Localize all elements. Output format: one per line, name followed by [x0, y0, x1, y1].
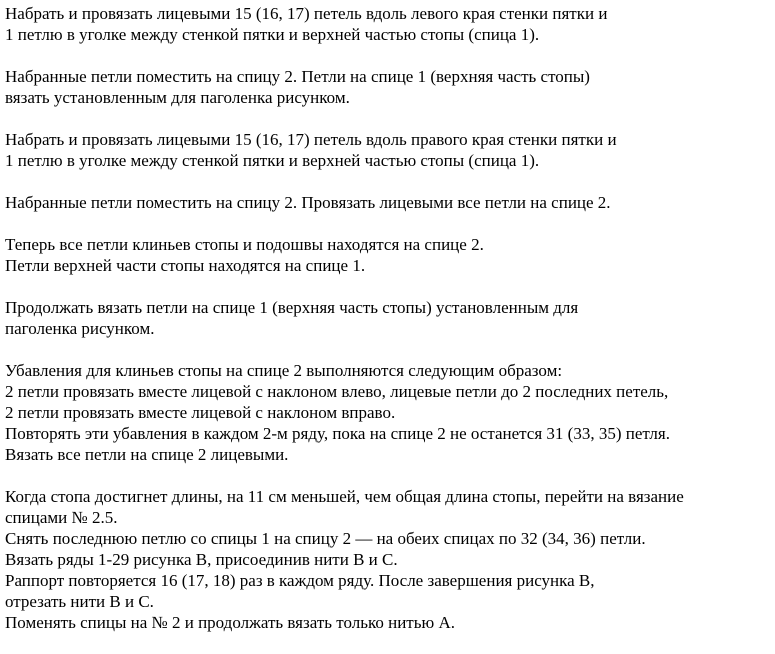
text-line: Продолжать вязать петли на спице 1 (верхняя часть стопы) установленным для: [5, 298, 579, 317]
text-line: 2 петли провязать вместе лицевой с наклоном влево, лицевые петли до 2 последних петель,: [5, 382, 669, 401]
text-line: 2 петли провязать вместе лицевой с наклоном вправо.: [5, 403, 396, 422]
text-line: отрезать нити B и C.: [5, 592, 154, 611]
text-line: Убавления для клиньев стопы на спице 2 выполняются следующим образом:: [5, 361, 563, 380]
text-line: Набранные петли поместить на спицу 2. Петли на спице 1 (верхняя часть стопы): [5, 67, 590, 86]
paragraph-knit-needle-2: [5, 192, 773, 213]
text-line: Набрать и провязать лицевыми 15 (16, 17) петель вдоль левого края стенки пятки и: [5, 4, 608, 23]
text-line: Снять последнюю петлю со спицы 1 на спицу 2 — на обеих спицах по 32 (34, 36) петли.: [5, 529, 646, 548]
text-line: Петли верхней части стопы находятся на спице 1.: [5, 256, 366, 275]
text-line: вязать установленным для паголенка рисунком.: [5, 88, 350, 107]
paragraph-place-on-needle-2: [5, 66, 773, 108]
text-line: спицами № 2.5.: [5, 508, 118, 527]
text-line: 1 петлю в уголке между стенкой пятки и верхней частью стопы (спица 1).: [5, 25, 540, 44]
text-line: Набранные петли поместить на спицу 2. Провязать лицевыми все петли на спице 2.: [5, 193, 611, 212]
text-line: Вязать все петли на спице 2 лицевыми.: [5, 445, 289, 464]
text-line: Поменять спицы на № 2 и продолжать вязать только нитью A.: [5, 613, 455, 632]
instruction-document: [5, 3, 773, 654]
text-line: паголенка рисунком.: [5, 319, 155, 338]
paragraph-pick-up-right: [5, 129, 773, 171]
text-line: Теперь все петли клиньев стопы и подошвы находятся на спице 2.: [5, 235, 484, 254]
paragraph-gusset-decreases: [5, 360, 773, 465]
text-line: Раппорт повторяется 16 (17, 18) раз в каждом ряду. После завершения рисунка B,: [5, 571, 595, 590]
paragraph-stitch-distribution: [5, 234, 773, 276]
text-line: Вязать ряды 1-29 рисунка B, присоединив нити B и C.: [5, 550, 398, 569]
paragraph-pick-up-left: [5, 3, 773, 45]
text-line: Набрать и провязать лицевыми 15 (16, 17) петель вдоль правого края стенки пятки и: [5, 130, 617, 149]
text-line: Когда стопа достигнет длины, на 11 см меньшей, чем общая длина стопы, перейти на вязание: [5, 487, 684, 506]
paragraph-foot-length: [5, 486, 773, 633]
text-line: Повторять эти убавления в каждом 2-м ряду, пока на спице 2 не останется 31 (33, 35) петля.: [5, 424, 670, 443]
paragraph-continue-pattern: [5, 297, 773, 339]
text-line: 1 петлю в уголке между стенкой пятки и верхней частью стопы (спица 1).: [5, 151, 540, 170]
